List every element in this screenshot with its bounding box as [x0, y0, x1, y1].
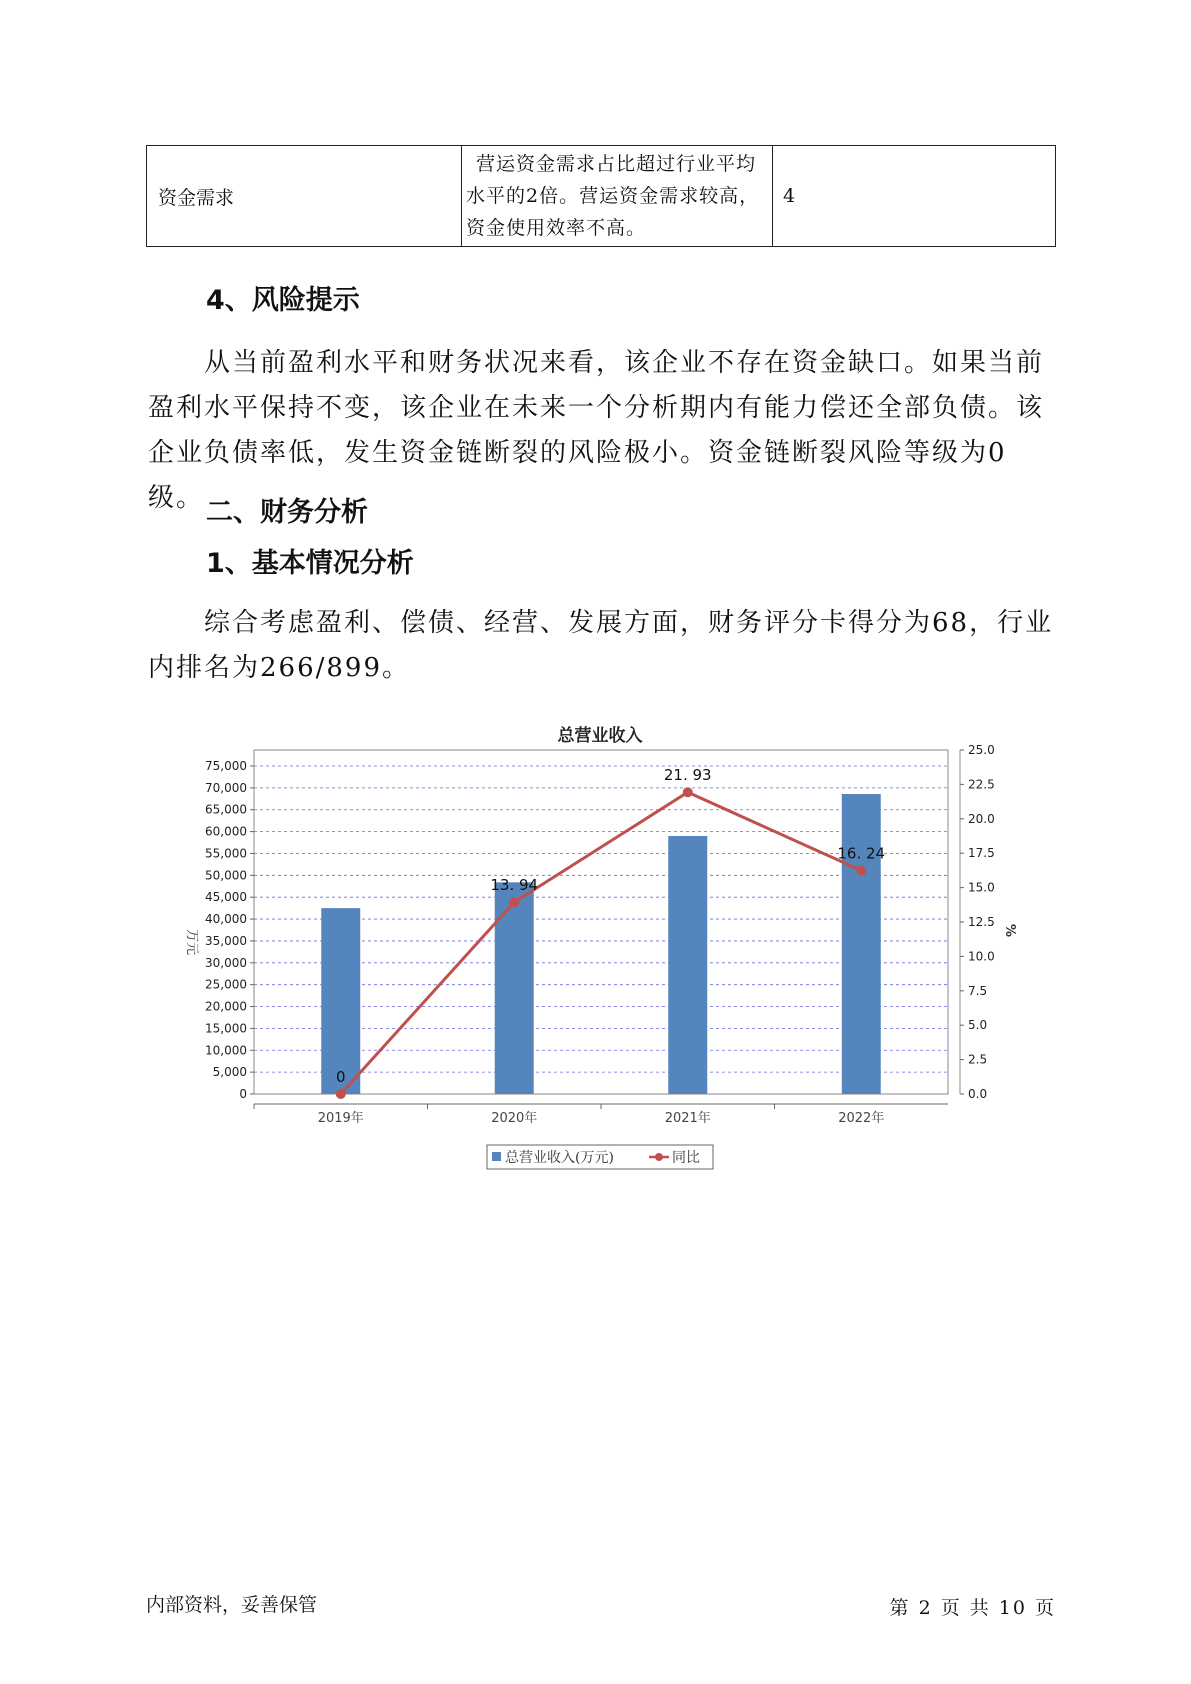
- data-label: 13. 94: [490, 876, 539, 895]
- y-left-tick-label: 55,000: [205, 846, 247, 861]
- footer-page-number: 第 2 页 共 10 页: [889, 1597, 1056, 1619]
- x-tick-label: 2021年: [664, 1111, 711, 1126]
- footer-confidential: 内部资料，妥善保管: [146, 1594, 318, 1616]
- line-point: [683, 787, 693, 797]
- y-left-tick-label: 40,000: [205, 912, 247, 927]
- table-row: [147, 146, 1056, 247]
- line-point: [336, 1089, 346, 1099]
- legend-line-label: 同比: [672, 1150, 700, 1166]
- legend-line-marker: [655, 1153, 663, 1161]
- y-right-tick-label: 25.0: [968, 743, 995, 757]
- y-left-tick-label: 15,000: [205, 1021, 247, 1036]
- bar-2019年: [321, 908, 360, 1094]
- y-left-tick-label: 70,000: [205, 780, 247, 795]
- y-right-tick-label: 0.0: [968, 1087, 988, 1101]
- y-right-tick-label: 12.5: [968, 915, 995, 929]
- y-left-tick-label: 25,000: [205, 977, 247, 992]
- bar-2020年: [495, 882, 534, 1094]
- y-right-tick-label: 5.0: [968, 1018, 988, 1033]
- basic-analysis-paragraph: 综合考虑盈利、偿债、经营、发展方面，财务评分卡得分为68，行业内排名为266/899。: [148, 608, 1054, 683]
- y-left-tick-label: 65,000: [205, 802, 247, 817]
- y-left-tick-label: 30,000: [205, 955, 247, 970]
- y-right-tick-label: 10.0: [968, 949, 995, 964]
- x-tick-label: 2022年: [838, 1111, 885, 1126]
- table-cell-description: 营运资金需求占比超过行业平均水平的2倍。营运资金需求较高，资金使用效率不高。: [462, 146, 773, 247]
- data-label: 0: [335, 1068, 346, 1086]
- y-left-tick-label: 50,000: [205, 868, 247, 883]
- y-left-tick-label: 10,000: [205, 1043, 247, 1058]
- risk-paragraph: 从当前盈利水平和财务状况来看，该企业不存在资金缺口。如果当前盈利水平保持不变，该企业在未来一个分析期内有能力偿还全部负债。该企业负债率低，发生资金链断裂的风险极小。资金链断裂风险等级为0级。: [148, 348, 1045, 513]
- y-left-tick-label: 35,000: [205, 933, 247, 948]
- y-right-tick-label: 20.0: [968, 811, 995, 826]
- y-left-tick-label: 5,000: [212, 1065, 247, 1080]
- revenue-chart: [170, 714, 1040, 1174]
- y-left-tick-label: 20,000: [205, 999, 247, 1014]
- requirement-table: [146, 145, 1056, 247]
- basic-analysis-heading: 1、基本情况分析: [206, 548, 414, 579]
- chart-legend: [487, 1145, 713, 1169]
- chart-title: 总营业收入: [557, 726, 643, 746]
- data-label: 21. 93: [663, 766, 712, 785]
- legend-bar-swatch: [492, 1152, 501, 1161]
- y-right-tick-label: 7.5: [968, 983, 988, 998]
- bar-2021年: [668, 836, 707, 1094]
- line-point: [856, 866, 866, 876]
- line-point: [509, 897, 519, 907]
- y-axis-right-label: %: [1002, 924, 1017, 938]
- table-cell-score: 4: [773, 146, 1056, 247]
- y-left-tick-label: 75,000: [205, 759, 247, 773]
- y-left-tick-label: 60,000: [205, 824, 247, 839]
- legend-bar-label: 总营业收入(万元): [505, 1150, 614, 1166]
- y-axis-left-label: 万元: [184, 929, 199, 956]
- finance-heading: 二、财务分析: [206, 497, 368, 528]
- x-tick-label: 2019年: [317, 1111, 364, 1126]
- y-right-tick-label: 22.5: [968, 777, 995, 792]
- data-label: 16. 24: [837, 844, 886, 863]
- y-right-tick-label: 17.5: [968, 846, 995, 861]
- risk-heading: 4、风险提示: [206, 285, 360, 316]
- x-tick-label: 2020年: [491, 1111, 538, 1126]
- y-left-tick-label: 0: [239, 1087, 247, 1101]
- bar-2022年: [842, 794, 881, 1094]
- y-left-tick-label: 45,000: [205, 890, 247, 905]
- y-right-tick-label: 2.5: [968, 1052, 988, 1067]
- table-cell-label: 资金需求: [147, 146, 462, 247]
- y-right-tick-label: 15.0: [968, 880, 995, 895]
